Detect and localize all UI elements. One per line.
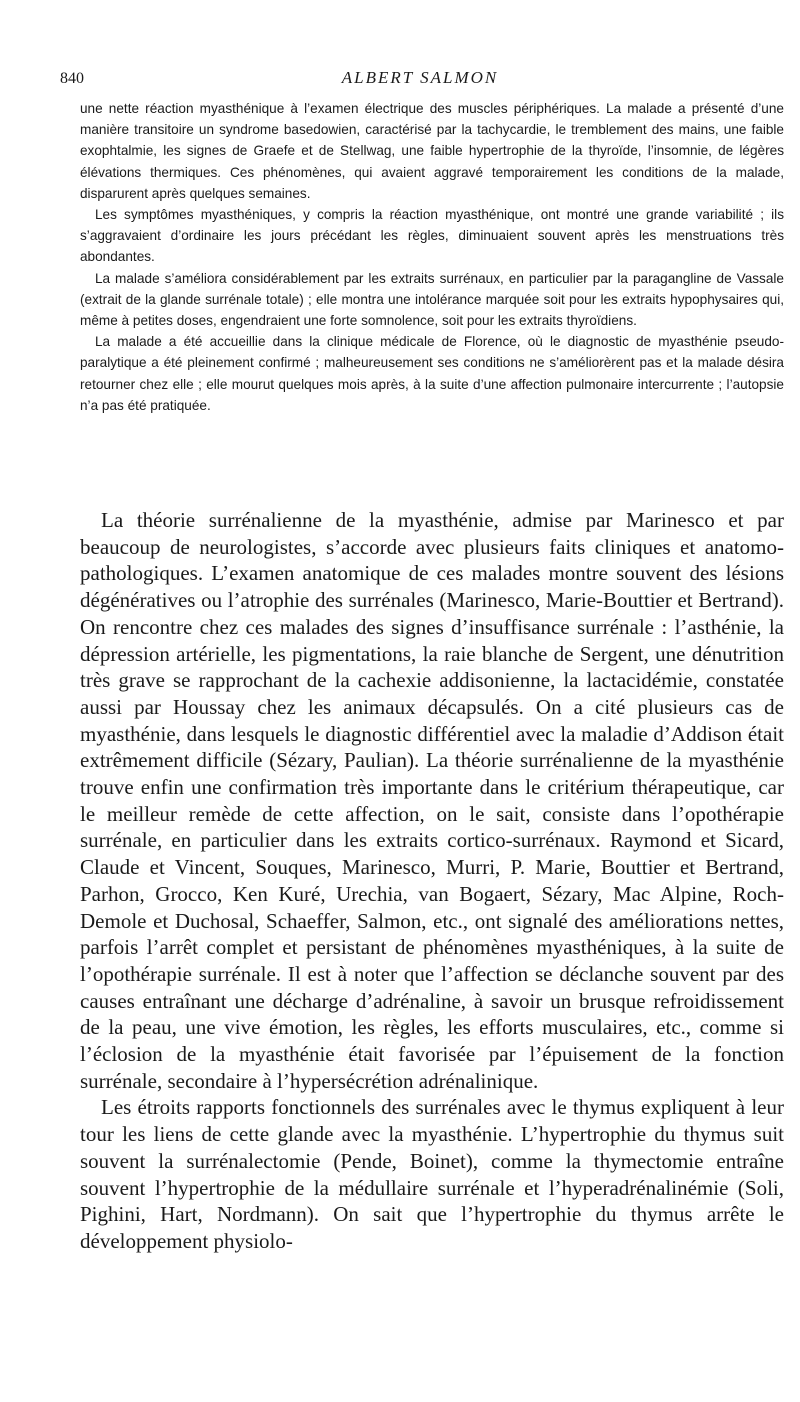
page-header bbox=[60, 66, 780, 94]
main-text-block bbox=[80, 507, 784, 1255]
body-paragraph: Les étroits rapports fonctionnels des surrénales avec le thymus expliquent à leur tour les liens de cette glande avec la myasthénie. L’hypertrophie du thymus suit souvent la surrénalectomie (Pende, Boinet), comme la thymectomie entraîne souvent l’hypertrophie de la médullaire surrénale et l’hyperadrénalinémie (Soli, Pighini, Hart, Nordmann). On sait que l’hypertrophie du thymus arrête le développement physiolo- bbox=[80, 1095, 784, 1253]
running-head: ALBERT SALMON bbox=[341, 68, 499, 87]
case-paragraph: une nette réaction myasthénique à l’examen électrique des muscles périphériques. La malade a présenté d’une manière transitoire un syndrome basedowien, caractérisé par la tachycardie, le tremblement des mains, une faible exophtalmie, les signes de Graefe et de Stellwag, une faible hypertrophie de la thyroïde, l’insomnie, de légères élévations thermiques. Ces phénomènes, qui avaient aggravé temporairement les conditions de la malade, disparurent après quelques semaines. bbox=[80, 101, 784, 201]
body-paragraph: La théorie surrénalienne de la myasthénie, admise par Marinesco et par beaucoup de neurologistes, s’accorde avec plusieurs faits cliniques et anatomo-pathologiques. L’examen anatomique de ces malades montre souvent des lésions dégénératives ou l’atrophie des surrénales (Marinesco, Marie-Bouttier et Bertrand). On rencontre chez ces malades des signes d’insuffisance surrénale : l’asthénie, la dépression artérielle, les pigmentations, la raie blanche de Sergent, une dénutrition très grave se rapprochant de la cachexie addisonienne, la lactacidémie, constatée aussi par Houssay chez les animaux décapsulés. On a cité plusieurs cas de myasthénie, dans lesquels le diagnostic différentiel avec la maladie d’Addison était extrêmement difficile (Sézary, Paulian). La théorie surrénalienne de la myasthénie trouve enfin une confirmation très importante dans le critérium thérapeutique, car le meilleur remède de cette affection, on le sait, consiste dans l’opothérapie surrénale, en particulier dans les extraits cortico-surrénaux. Raymond et Sicard, Claude et Vincent, Souques, Marinesco, Murri, P. Marie, Bouttier et Bertrand, Parhon, Grocco, Ken Kuré, Urechia, van Bogaert, Sézary, Mac Alpine, Roch-Demole et Duchosal, Schaeffer, Salmon, etc., ont signalé des améliorations nettes, parfois l’arrêt complet et persistant de phénomènes myasthéniques, à la suite de l’opothérapie surrénale. Il est à noter que l’affection se déclanche souvent par des causes entraînant une décharge d’adrénaline, à savoir un brusque refroidissement de la peau, une vive émotion, les règles, les efforts musculaires, etc., comme si l’éclosion de la myasthénie était favorisée par l’épuisement de la fonction surrénale, secondaire à l’hypersécrétion adrénalinique. bbox=[80, 508, 784, 1093]
case-report-block bbox=[80, 98, 784, 416]
page-number: 840 bbox=[60, 70, 84, 87]
case-paragraph: La malade a été accueillie dans la clinique médicale de Florence, où le diagnostic de myasthénie pseudo-paralytique a été pleinement confirmé ; malheureusement ses conditions ne s’améliorèrent pas et la malade désira retourner chez elle ; elle mourut quelques mois après, à la suite d’une affection pulmonaire intercurrente ; l’autopsie n’a pas été pratiquée. bbox=[80, 334, 784, 413]
case-paragraph: Les symptômes myasthéniques, y compris la réaction myasthénique, ont montré une grande variabilité ; ils s’aggravaient d’ordinaire les jours précédant les règles, diminuaient souvent après les menstruations très abondantes. bbox=[80, 207, 784, 265]
case-paragraph: La malade s’améliora considérablement par les extraits surrénaux, en particulier par la paragangline de Vassale (extrait de la glande surrénale totale) ; elle montra une intolérance marquée soit pour les extraits hypophysaires qui, même à petites doses, engendraient une forte somnolence, soit pour les extraits thyroïdiens. bbox=[80, 270, 784, 329]
